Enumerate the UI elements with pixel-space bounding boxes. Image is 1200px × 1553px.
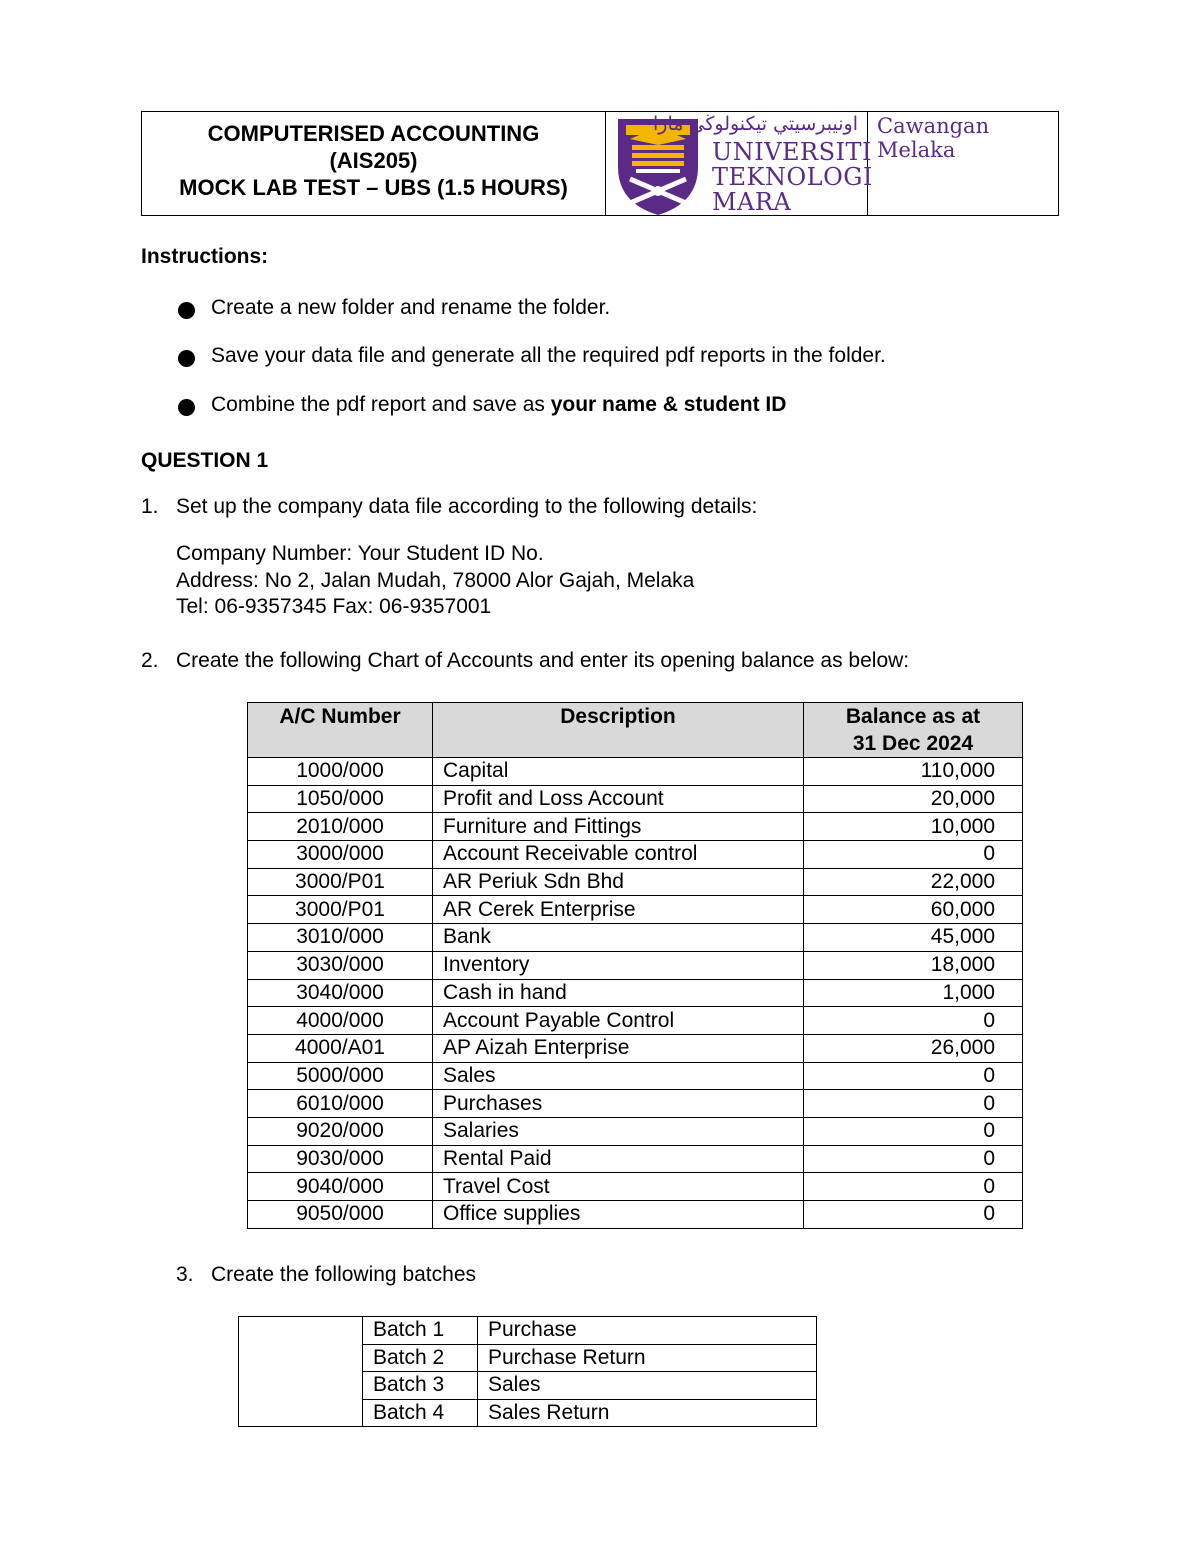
batch-description-cell: Purchase [478, 1317, 817, 1345]
logo-mara: MARA [712, 188, 792, 216]
instruction-item: Create a new folder and rename the folder. [211, 296, 611, 319]
ac-number-cell: 5000/000 [248, 1062, 433, 1090]
logo-universiti: UNIVERSITI [712, 138, 873, 166]
description-cell: Salaries [433, 1117, 804, 1145]
description-cell: Furniture and Fittings [433, 813, 804, 841]
table-row [248, 1173, 1023, 1201]
balance-header-line1: Balance as at [845, 705, 981, 728]
table-row [248, 841, 1023, 869]
bullet-icon [178, 399, 195, 416]
batch-description-cell: Sales [478, 1372, 817, 1400]
step-number: 1. [141, 495, 159, 518]
table-row [248, 1090, 1023, 1118]
batch-number-cell: Batch 4 [363, 1399, 478, 1427]
table-row [248, 896, 1023, 924]
description-cell: Office supplies [433, 1201, 804, 1229]
instruction-item [211, 393, 786, 417]
instructions-heading: Instructions: [141, 245, 269, 268]
company-tel-fax: Tel: 06-9357345 Fax: 06-9357001 [176, 595, 492, 618]
ac-number-cell: 4000/A01 [248, 1034, 433, 1062]
ac-number-cell: 3000/P01 [248, 868, 433, 896]
batch-number-cell: Batch 3 [363, 1372, 478, 1400]
course-title-block [142, 112, 606, 215]
bullet-icon [178, 350, 195, 367]
instruction-item-text: Combine the pdf report and save as [211, 393, 551, 416]
batch-description-cell: Purchase Return [478, 1344, 817, 1372]
description-cell: Travel Cost [433, 1173, 804, 1201]
table-row [248, 1007, 1023, 1035]
batch-number-cell: Batch 2 [363, 1344, 478, 1372]
batch-number-cell: Batch 1 [363, 1317, 478, 1345]
ac-number-cell: 3000/000 [248, 841, 433, 869]
table-row [248, 868, 1023, 896]
ac-number-cell: 9030/000 [248, 1145, 433, 1173]
ac-number-cell: 3040/000 [248, 979, 433, 1007]
balance-cell: 110,000 [804, 758, 1023, 786]
blank-cell [239, 1317, 363, 1427]
table-row [248, 924, 1023, 952]
balance-cell: 20,000 [804, 785, 1023, 813]
ac-number-cell: 3010/000 [248, 924, 433, 952]
table-row [248, 979, 1023, 1007]
course-code: (AIS205) [329, 148, 418, 173]
step-number: 2. [141, 649, 159, 672]
balance-cell: 45,000 [804, 924, 1023, 952]
description-cell: Bank [433, 924, 804, 952]
step-3-text: Create the following batches [211, 1263, 476, 1286]
description-cell: Inventory [433, 951, 804, 979]
document-header [141, 111, 1059, 216]
company-address: Address: No 2, Jalan Mudah, 78000 Alor Gajah, Melaka [176, 569, 695, 592]
balance-header-line2: 31 Dec 2024 [852, 732, 974, 755]
instruction-item: Save your data file and generate all the required pdf reports in the folder. [211, 344, 886, 367]
balance-cell: 1,000 [804, 979, 1023, 1007]
description-cell: Rental Paid [433, 1145, 804, 1173]
ac-number-cell: 9020/000 [248, 1117, 433, 1145]
description-cell: Cash in hand [433, 979, 804, 1007]
step-2-text: Create the following Chart of Accounts and enter its opening balance as below: [176, 649, 910, 672]
table-header-row [248, 703, 1023, 758]
description-cell: Account Receivable control [433, 841, 804, 869]
description-cell: Purchases [433, 1090, 804, 1118]
logo-jawi-text: اونيبرسيتي تيكنولوڬي مارا [653, 113, 858, 135]
description-cell: Account Payable Control [433, 1007, 804, 1035]
table-row [248, 951, 1023, 979]
table-row [248, 1201, 1023, 1229]
table-row [248, 758, 1023, 786]
campus-block [868, 112, 1058, 215]
company-number: Company Number: Your Student ID No. [176, 542, 544, 565]
ac-number-cell: 3000/P01 [248, 896, 433, 924]
table-row [248, 1145, 1023, 1173]
question-heading: QUESTION 1 [141, 449, 269, 472]
ac-number-cell: 4000/000 [248, 1007, 433, 1035]
batch-description-cell: Sales Return [478, 1399, 817, 1427]
ac-number-cell: 3030/000 [248, 951, 433, 979]
instruction-item-emphasis: your name & student ID [550, 393, 787, 416]
description-cell: AP Aizah Enterprise [433, 1034, 804, 1062]
course-title: COMPUTERISED ACCOUNTING [207, 121, 540, 146]
uitm-logo [606, 112, 873, 216]
table-row [248, 1062, 1023, 1090]
balance-cell: 22,000 [804, 868, 1023, 896]
logo-teknologi: TEKNOLOGI [712, 163, 873, 191]
column-header-ac-number: A/C Number [248, 703, 433, 758]
description-cell: Capital [433, 758, 804, 786]
chart-of-accounts-body [248, 758, 1023, 1229]
description-cell: AR Periuk Sdn Bhd [433, 868, 804, 896]
ac-number-cell: 9040/000 [248, 1173, 433, 1201]
test-title: MOCK LAB TEST – UBS (1.5 HOURS) [179, 175, 568, 200]
balance-cell: 0 [804, 1117, 1023, 1145]
ac-number-cell: 1050/000 [248, 785, 433, 813]
balance-cell: 0 [804, 1007, 1023, 1035]
balance-cell: 0 [804, 841, 1023, 869]
bullet-icon [178, 302, 195, 319]
ac-number-cell: 2010/000 [248, 813, 433, 841]
column-header-description: Description [433, 703, 804, 758]
balance-cell: 18,000 [804, 951, 1023, 979]
column-header-balance [804, 703, 1023, 758]
table-row [248, 1117, 1023, 1145]
table-row [239, 1317, 817, 1345]
description-cell: Sales [433, 1062, 804, 1090]
step-1-text: Set up the company data file according to the following details: [176, 495, 758, 518]
table-row [248, 1034, 1023, 1062]
balance-cell: 60,000 [804, 896, 1023, 924]
step-number: 3. [176, 1263, 194, 1286]
ac-number-cell: 6010/000 [248, 1090, 433, 1118]
table-row [248, 785, 1023, 813]
table-row [248, 813, 1023, 841]
balance-cell: 0 [804, 1062, 1023, 1090]
campus-name: Cawangan Melaka [877, 114, 990, 162]
balance-cell: 0 [804, 1145, 1023, 1173]
ac-number-cell: 1000/000 [248, 758, 433, 786]
batches-body [239, 1317, 817, 1427]
description-cell: AR Cerek Enterprise [433, 896, 804, 924]
balance-cell: 10,000 [804, 813, 1023, 841]
balance-cell: 0 [804, 1201, 1023, 1229]
description-cell: Profit and Loss Account [433, 785, 804, 813]
balance-cell: 0 [804, 1090, 1023, 1118]
balance-cell: 0 [804, 1173, 1023, 1201]
chart-of-accounts-table [247, 702, 1023, 1229]
balance-cell: 26,000 [804, 1034, 1023, 1062]
batches-table [238, 1316, 817, 1427]
ac-number-cell: 9050/000 [248, 1201, 433, 1229]
